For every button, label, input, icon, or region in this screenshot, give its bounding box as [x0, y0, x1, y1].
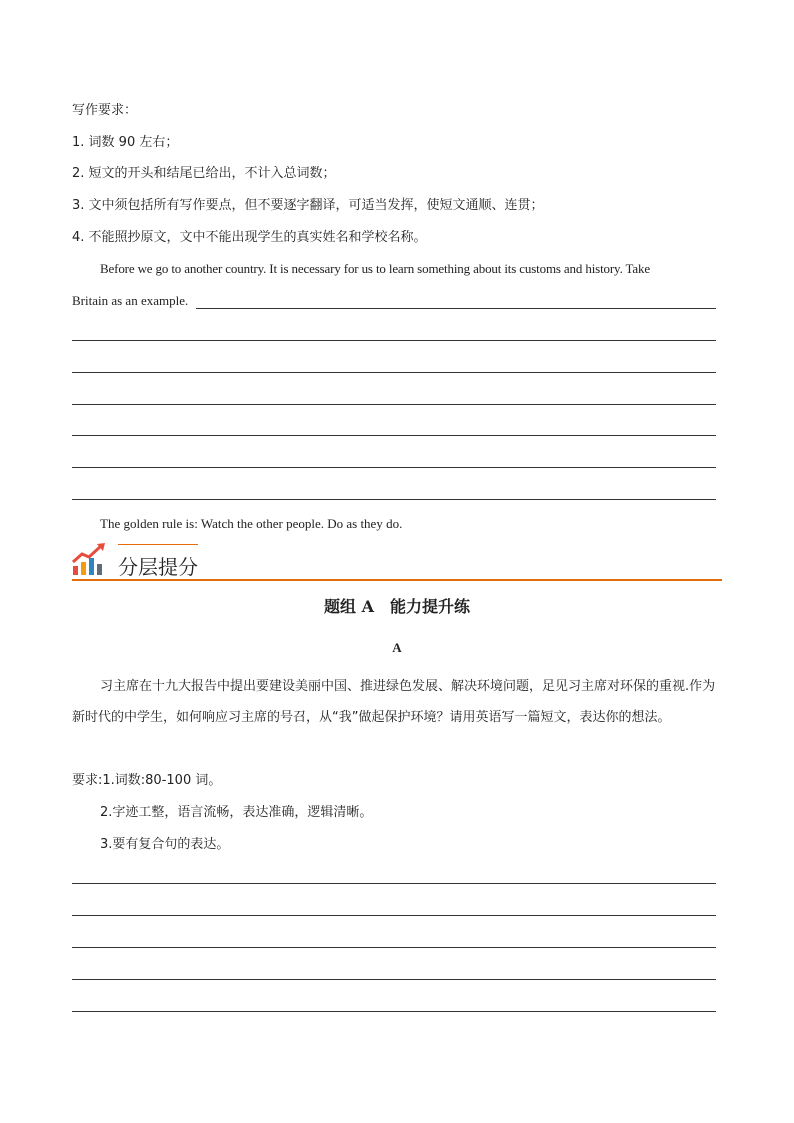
writing-line[interactable]	[72, 947, 716, 948]
writing-line[interactable]	[72, 404, 716, 405]
writing-line[interactable]	[72, 467, 716, 468]
writing-line[interactable]	[72, 915, 716, 916]
essay-closing: The golden rule is: Watch the other people. Do as they do.	[100, 516, 403, 531]
writing-line[interactable]	[72, 883, 716, 884]
requirement-item-2: 2. 短文的开头和结尾已给出，不计入总词数；	[72, 166, 336, 181]
essay-opening-line2: Britain as an example.	[72, 293, 189, 308]
writing-line[interactable]	[196, 308, 716, 309]
writing-line[interactable]	[72, 340, 716, 341]
group-title: 题组 A 能力提升练	[324, 597, 470, 616]
chart-growth-icon	[71, 542, 107, 576]
essay-opening-line1: Before we go to another country. It is necessary for us to learn something about its customs and history. Take	[100, 261, 651, 276]
task-requirement-1: 要求:1.词数:80-100 词。	[72, 773, 222, 788]
writing-line[interactable]	[72, 979, 716, 980]
requirement-item-4: 4. 不能照抄原文，文中不能出现学生的真实姓名和学校名称。	[72, 230, 427, 245]
requirements-heading: 写作要求：	[72, 103, 138, 118]
section-accent-rule	[118, 544, 198, 545]
writing-line[interactable]	[72, 499, 716, 500]
task-prompt: 习主席在十九大报告中提出要建设美丽中国、推进绿色发展、解决环境问题，足见习主席对环保的重视.作为新时代的中学生，如何响应习主席的号召，从“我”做起保护环境？请用英语写一篇短文，表达你的想法。	[72, 679, 716, 725]
task-requirement-3: 3.要有复合句的表达。	[100, 837, 230, 852]
writing-line[interactable]	[72, 372, 716, 373]
section-title: 分层提分	[118, 555, 198, 579]
requirement-item-1: 1. 词数 90 左右；	[72, 135, 179, 150]
requirement-item-3: 3. 文中须包括所有写作要点，但不要逐字翻译，可适当发挥，使短文通顺、连贯；	[72, 198, 544, 213]
section-divider	[72, 579, 722, 581]
task-requirement-2: 2.字迹工整，语言流畅，表达准确，逻辑清晰。	[100, 805, 373, 820]
writing-line[interactable]	[72, 435, 716, 436]
writing-line[interactable]	[72, 1011, 716, 1012]
part-label: A	[392, 640, 402, 655]
